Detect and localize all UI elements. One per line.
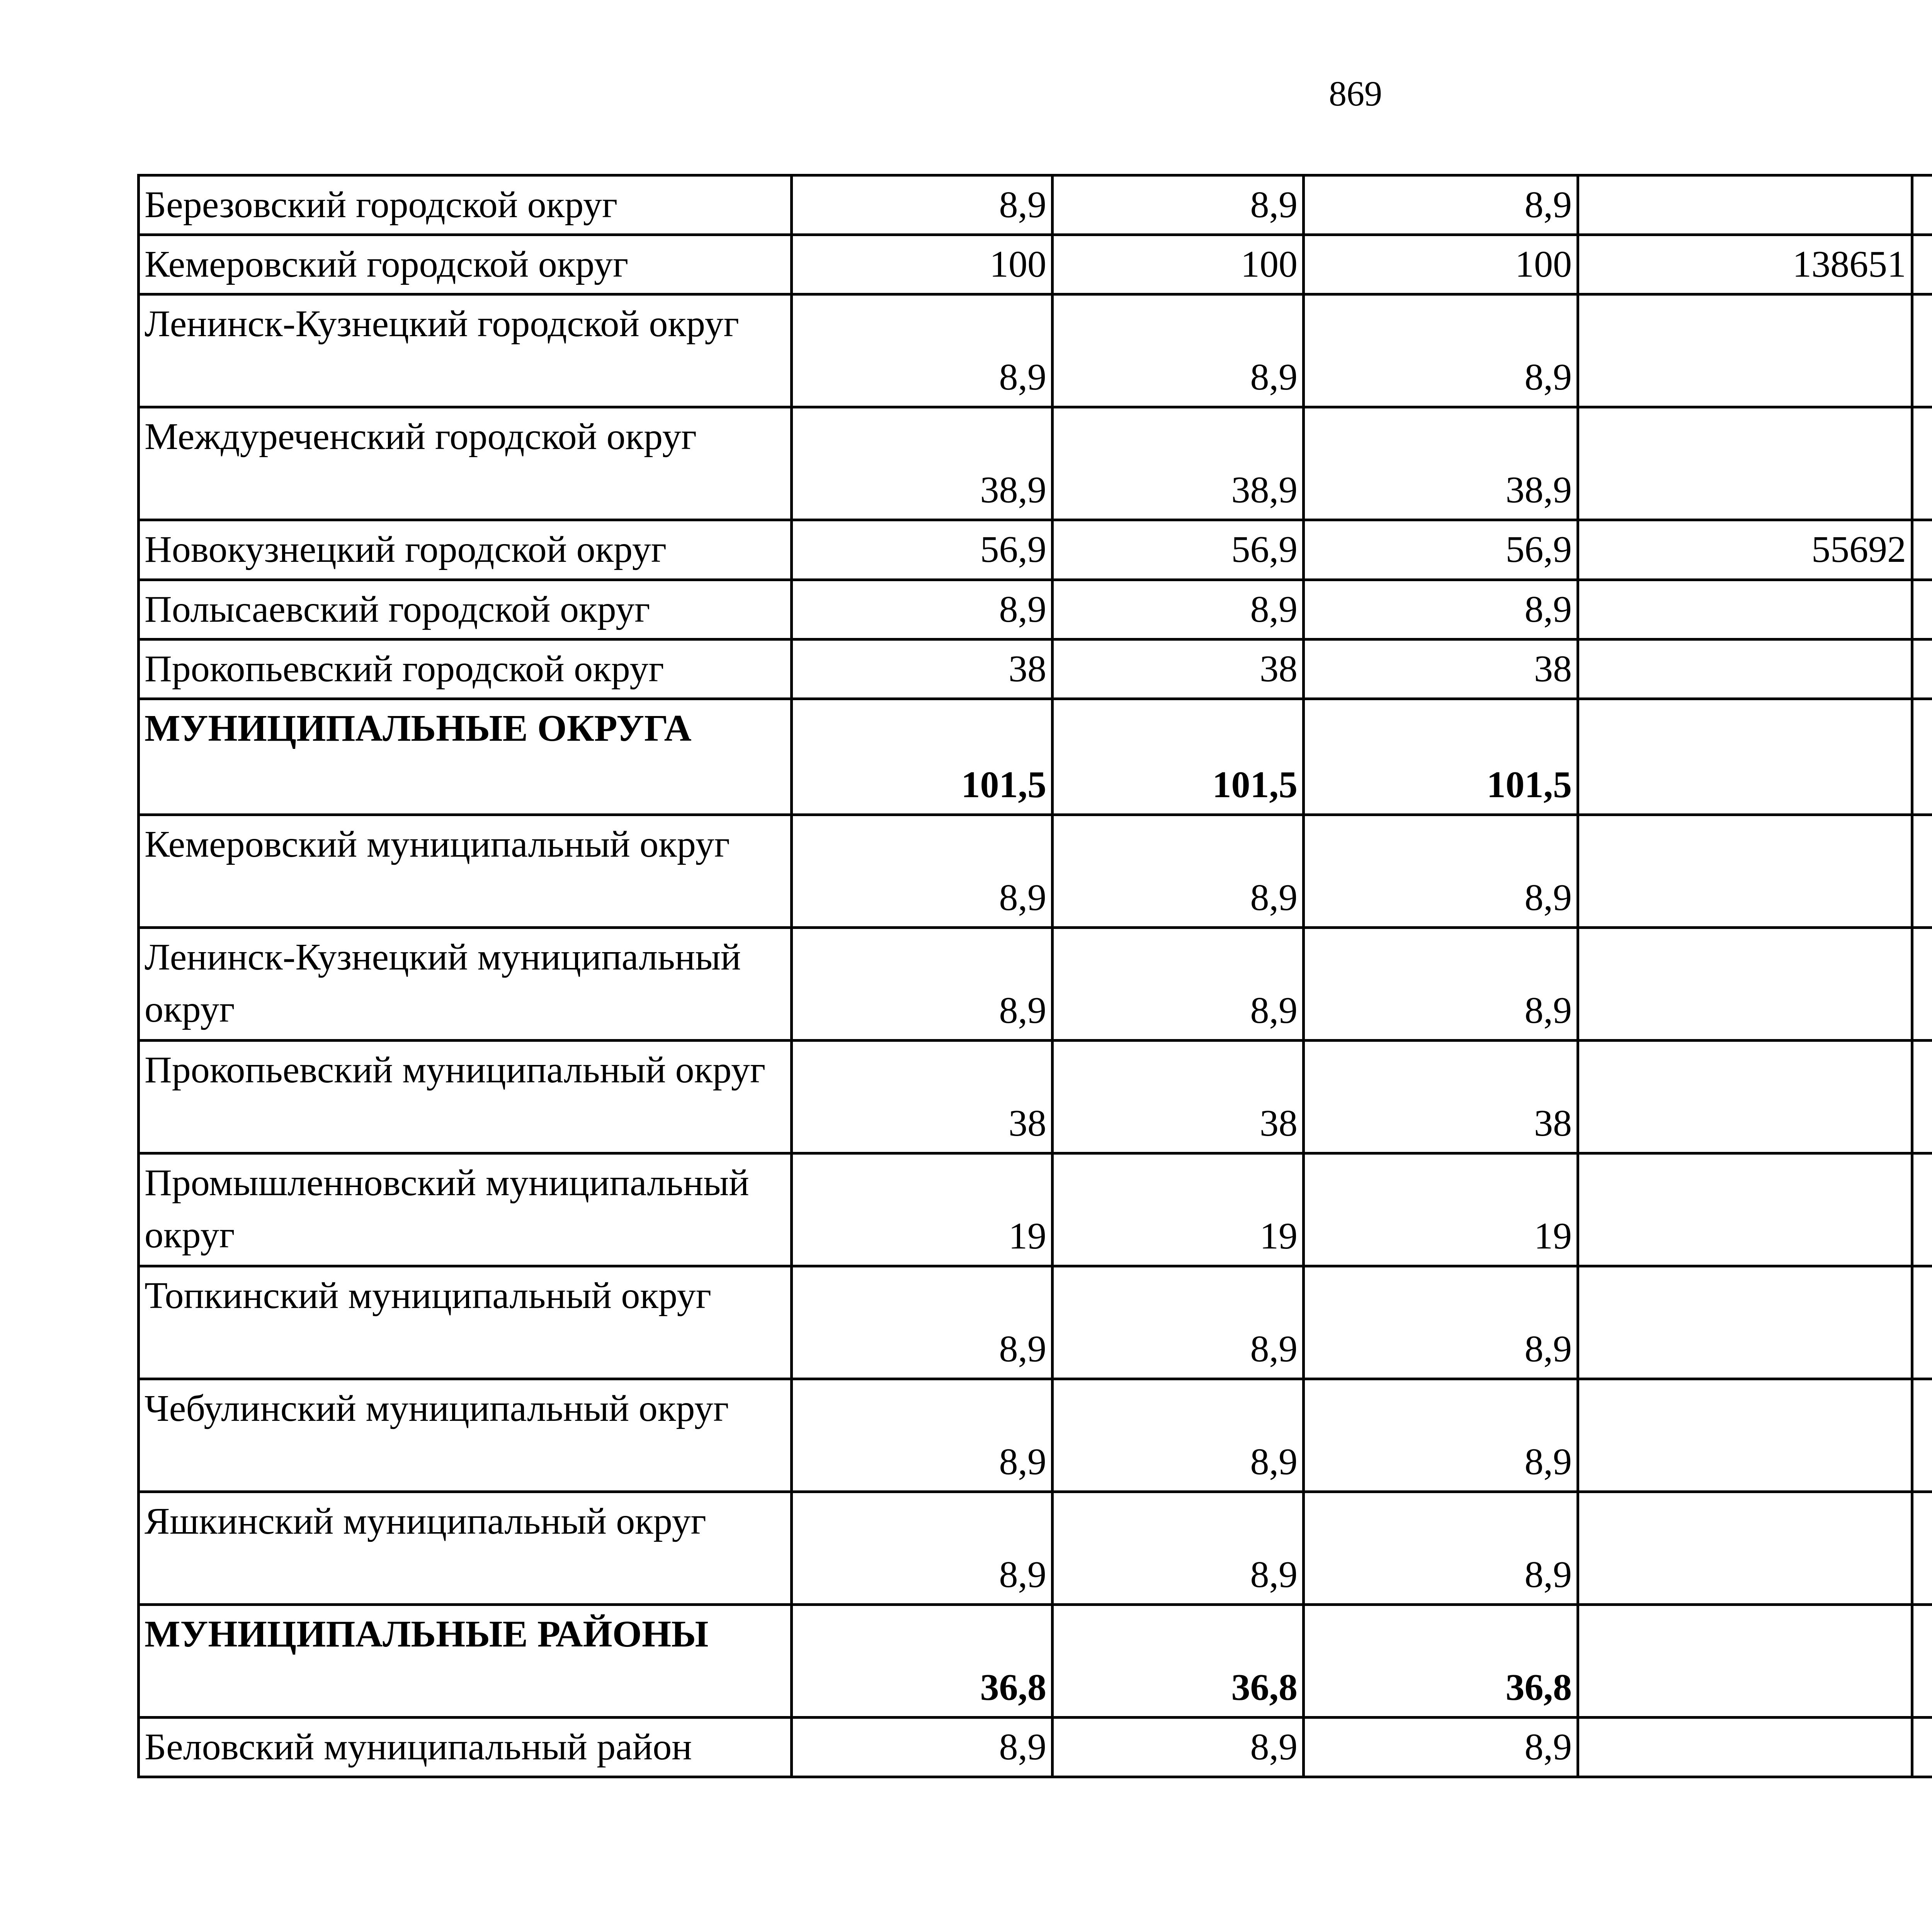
value-cell-col-4 [1578,1605,1912,1718]
value-cell-col-4 [1578,815,1912,928]
value-cell-col-4 [1578,928,1912,1041]
table-row [139,1718,1932,1777]
value-cell-col-3: 19 [1304,1153,1578,1266]
value-cell-col-5 [1912,928,1932,1041]
data-table [137,174,1932,1778]
row-name-cell: Березовский городской округ [139,175,792,235]
row-name-cell: Топкинский муниципальный округ [139,1266,792,1379]
value-cell-col-4: 55692 [1578,520,1912,580]
value-cell-col-3: 8,9 [1304,815,1578,928]
value-cell-col-2: 8,9 [1053,928,1304,1041]
row-name-cell: Междуреченский городской округ [139,407,792,520]
value-cell-col-1: 38 [792,1041,1053,1153]
value-cell-col-2: 8,9 [1053,1492,1304,1605]
value-cell-col-1: 8,9 [792,1379,1053,1492]
value-cell-col-3: 38 [1304,639,1578,699]
table-row [139,407,1932,520]
value-cell-col-1: 8,9 [792,1718,1053,1777]
value-cell-col-1: 8,9 [792,1266,1053,1379]
value-cell-col-2: 8,9 [1053,294,1304,407]
table-row [139,1041,1932,1153]
table-row [139,1492,1932,1605]
value-cell-col-2: 8,9 [1053,1379,1304,1492]
value-cell-col-5 [1912,520,1932,580]
value-cell-col-4 [1578,175,1912,235]
table-row [139,639,1932,699]
row-name-cell: МУНИЦИПАЛЬНЫЕ РАЙОНЫ [139,1605,792,1718]
value-cell-col-5 [1912,1718,1932,1777]
value-cell-col-2: 19 [1053,1153,1304,1266]
row-name-cell: Кемеровский муниципальный округ [139,815,792,928]
row-name-cell: МУНИЦИПАЛЬНЫЕ ОКРУГА [139,699,792,815]
table-row [139,235,1932,294]
table-row [139,175,1932,235]
value-cell-col-4 [1578,1266,1912,1379]
value-cell-col-2: 101,5 [1053,699,1304,815]
value-cell-col-3: 100 [1304,235,1578,294]
table-row [139,294,1932,407]
value-cell-col-5 [1912,1605,1932,1718]
value-cell-col-1: 36,8 [792,1605,1053,1718]
row-name-cell: Ленинск-Кузнецкий муниципальный округ [139,928,792,1041]
row-name-cell: Яшкинский муниципальный округ [139,1492,792,1605]
table-row [139,580,1932,639]
value-cell-col-1: 8,9 [792,175,1053,235]
value-cell-col-5 [1912,1041,1932,1153]
value-cell-col-2: 38 [1053,1041,1304,1153]
value-cell-col-5 [1912,580,1932,639]
value-cell-col-5 [1912,1492,1932,1605]
value-cell-col-2: 100 [1053,235,1304,294]
table-row [139,1266,1932,1379]
value-cell-col-4 [1578,1153,1912,1266]
value-cell-col-1: 8,9 [792,928,1053,1041]
row-name-cell: Беловский муниципальный район [139,1718,792,1777]
value-cell-col-3: 8,9 [1304,294,1578,407]
value-cell-col-3: 8,9 [1304,1266,1578,1379]
value-cell-col-5 [1912,175,1932,235]
value-cell-col-1: 100 [792,235,1053,294]
value-cell-col-2: 36,8 [1053,1605,1304,1718]
value-cell-col-4 [1578,580,1912,639]
value-cell-col-1: 8,9 [792,294,1053,407]
value-cell-col-5 [1912,407,1932,520]
value-cell-col-1: 101,5 [792,699,1053,815]
value-cell-col-5 [1912,815,1932,928]
value-cell-col-3: 56,9 [1304,520,1578,580]
row-name-cell: Прокопьевский муниципальный округ [139,1041,792,1153]
section-header-row [139,699,1932,815]
value-cell-col-2: 38 [1053,639,1304,699]
value-cell-col-3: 38,9 [1304,407,1578,520]
value-cell-col-3: 8,9 [1304,928,1578,1041]
value-cell-col-1: 56,9 [792,520,1053,580]
value-cell-col-5 [1912,235,1932,294]
value-cell-col-1: 8,9 [792,815,1053,928]
page-number: 869 [1329,74,1382,113]
section-header-row [139,1605,1932,1718]
row-name-cell: Чебулинский муниципальный округ [139,1379,792,1492]
value-cell-col-3: 8,9 [1304,1718,1578,1777]
value-cell-col-4 [1578,1492,1912,1605]
value-cell-col-1: 19 [792,1153,1053,1266]
row-name-cell: Кемеровский городской округ [139,235,792,294]
table-body [139,175,1932,1777]
value-cell-col-5 [1912,639,1932,699]
value-cell-col-5 [1912,1266,1932,1379]
table-row [139,520,1932,580]
row-name-cell: Новокузнецкий городской округ [139,520,792,580]
value-cell-col-4 [1578,407,1912,520]
table-row [139,815,1932,928]
value-cell-col-3: 36,8 [1304,1605,1578,1718]
value-cell-col-3: 38 [1304,1041,1578,1153]
row-name-cell: Ленинск-Кузнецкий городской округ [139,294,792,407]
row-name-cell: Полысаевский городской округ [139,580,792,639]
value-cell-col-4: 138651 [1578,235,1912,294]
value-cell-col-3: 8,9 [1304,175,1578,235]
value-cell-col-4 [1578,1718,1912,1777]
value-cell-col-1: 8,9 [792,1492,1053,1605]
table-row [139,928,1932,1041]
value-cell-col-2: 8,9 [1053,175,1304,235]
value-cell-col-5 [1912,1153,1932,1266]
value-cell-col-3: 8,9 [1304,1379,1578,1492]
value-cell-col-1: 38,9 [792,407,1053,520]
row-name-cell: Прокопьевский городской округ [139,639,792,699]
value-cell-col-2: 56,9 [1053,520,1304,580]
value-cell-col-4 [1578,699,1912,815]
value-cell-col-4 [1578,639,1912,699]
value-cell-col-5 [1912,294,1932,407]
value-cell-col-3: 101,5 [1304,699,1578,815]
value-cell-col-4 [1578,1379,1912,1492]
value-cell-col-1: 38 [792,639,1053,699]
value-cell-col-5 [1912,1379,1932,1492]
value-cell-col-3: 8,9 [1304,1492,1578,1605]
table-row [139,1379,1932,1492]
table-row [139,1153,1932,1266]
value-cell-col-4 [1578,1041,1912,1153]
value-cell-col-2: 38,9 [1053,407,1304,520]
value-cell-col-4 [1578,294,1912,407]
value-cell-col-1: 8,9 [792,580,1053,639]
value-cell-col-5 [1912,699,1932,815]
value-cell-col-3: 8,9 [1304,580,1578,639]
value-cell-col-2: 8,9 [1053,1266,1304,1379]
value-cell-col-2: 8,9 [1053,1718,1304,1777]
value-cell-col-2: 8,9 [1053,815,1304,928]
value-cell-col-2: 8,9 [1053,580,1304,639]
row-name-cell: Промышленновский муниципальный округ [139,1153,792,1266]
